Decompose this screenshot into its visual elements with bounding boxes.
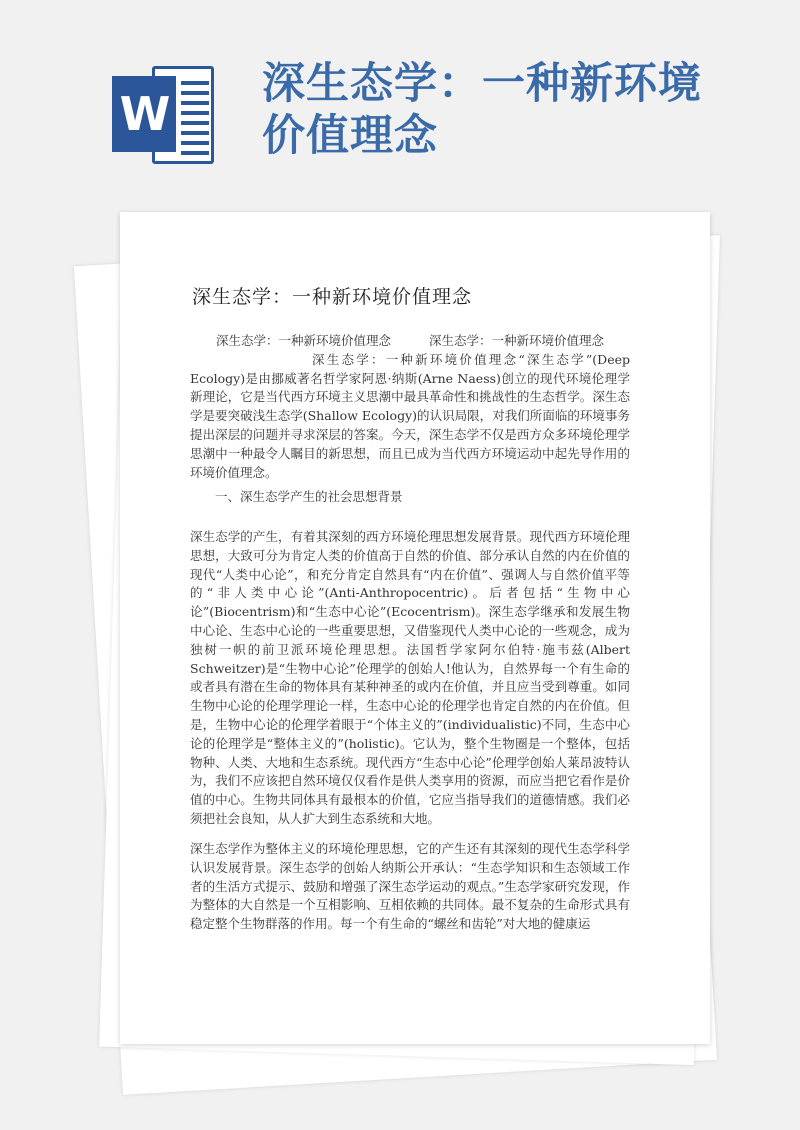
document-title: 深生态学：一种新环境价值理念 [192, 286, 473, 308]
text-line-icon [181, 81, 209, 85]
intro-text: 深生态学：一种新环境价值理念“深生态学”(Deep Ecology)是由挪威著名哲学家阿恩·纳斯(Arne Naess)创立的现代环境伦理学新理论，它是当代西方环境主义思潮中最具革命性和挑战性的生态哲学。深生态学是要突破浅生态学(Shallow Ecology)的认识局限，对我们所面临的环境事务提出深层的问题并寻求深层的答案。今天，深生态学不仅是西方众多环境伦理学思潮中一种最令人瞩目的新思想，而且已成为当代西方环境运动中起先导作用的环境价值理念。 [190, 351, 630, 480]
body-paragraph-2: 深生态学作为整体主义的环境伦理思想，它的产生还有其深刻的现代生态学科学认识发展背景。深生态学的创始人纳斯公开承认：“生态学知识和生态领域工作者的生活方式提示、鼓励和增强了深生态学运动的观点。”生态学家研究发现，作为整体的大自然是一个互相影响、互相依赖的共同体。最不复杂的生命形式具有稳定整个生物群落的作用。每一个有生命的“螺丝和齿轮”对大地的健康运 [190, 841, 630, 932]
text-line-icon [181, 141, 209, 145]
document-page [120, 212, 710, 1044]
repeated-title-line [190, 332, 630, 351]
section-heading: 一、深生态学产生的社会思想背景 [215, 489, 403, 504]
header-title: 深生态学：一种新环境价值理念 [262, 59, 702, 161]
text-line-icon [181, 131, 209, 135]
text-line-icon [181, 91, 209, 95]
text-line-icon [181, 151, 209, 155]
body-paragraph-1: 深生态学的产生，有着其深刻的西方环境伦理思想发展背景。现代西方环境伦理思想，大致可分为肯定人类的价值高于自然的价值、部分承认自然的内在价值的现代“人类中心论”，和充分肯定自然具有“内在价值”、强调人与自然价值平等的“非人类中心论”(Anti-Anthropocentric)。后者包括“生物中心论”(Biocentrism)和“生态中心论”(Ecocentrism)。深生态学继承和发展生物中心论、生态中心论的一些重要思想，又借鉴现代人类中心论的一些观念，成为独树一帜的前卫派环境伦理思想。法国哲学家阿尔伯特·施韦兹(Albert Schweitzer)是“生物中心论”伦理学的创始人!他认为，自然界每一个有生命的或者具有潜在生命的物体具有某种神圣的或内在价值，并且应当受到尊重。如同生物中心论的伦理学理论一样，生态中心论的伦理学也肯定自然的内在价值。但是，生物中心论的伦理学着眼于“个体主义的”(individualistic)不同，生态中心论的伦理学是“整体主义的”(holistic)。它认为，整个生物圈是一个整体，包括物种、人类、大地和生态系统。现代西方“生态中心论”伦理学创始人莱昂波特认为，我们不应该把自然环境仅仅看作是供人类享用的资源，而应当把它看作是价值的中心。生物共同体具有最根本的价值，它应当指导我们的道德情感。我们必须把社会良知，从人扩大到生态系统和大地。 [190, 529, 630, 826]
word-document-icon [112, 62, 222, 168]
text-line-icon [181, 111, 209, 115]
intro-paragraph [190, 332, 630, 482]
text-line-icon [181, 121, 209, 125]
repeated-title-left: 深生态学：一种新环境价值理念 [216, 333, 392, 348]
word-letter-badge: W [112, 76, 176, 152]
text-line-icon [181, 101, 209, 105]
repeated-title-right: 深生态学：一种新环境价值理念 [429, 333, 605, 348]
